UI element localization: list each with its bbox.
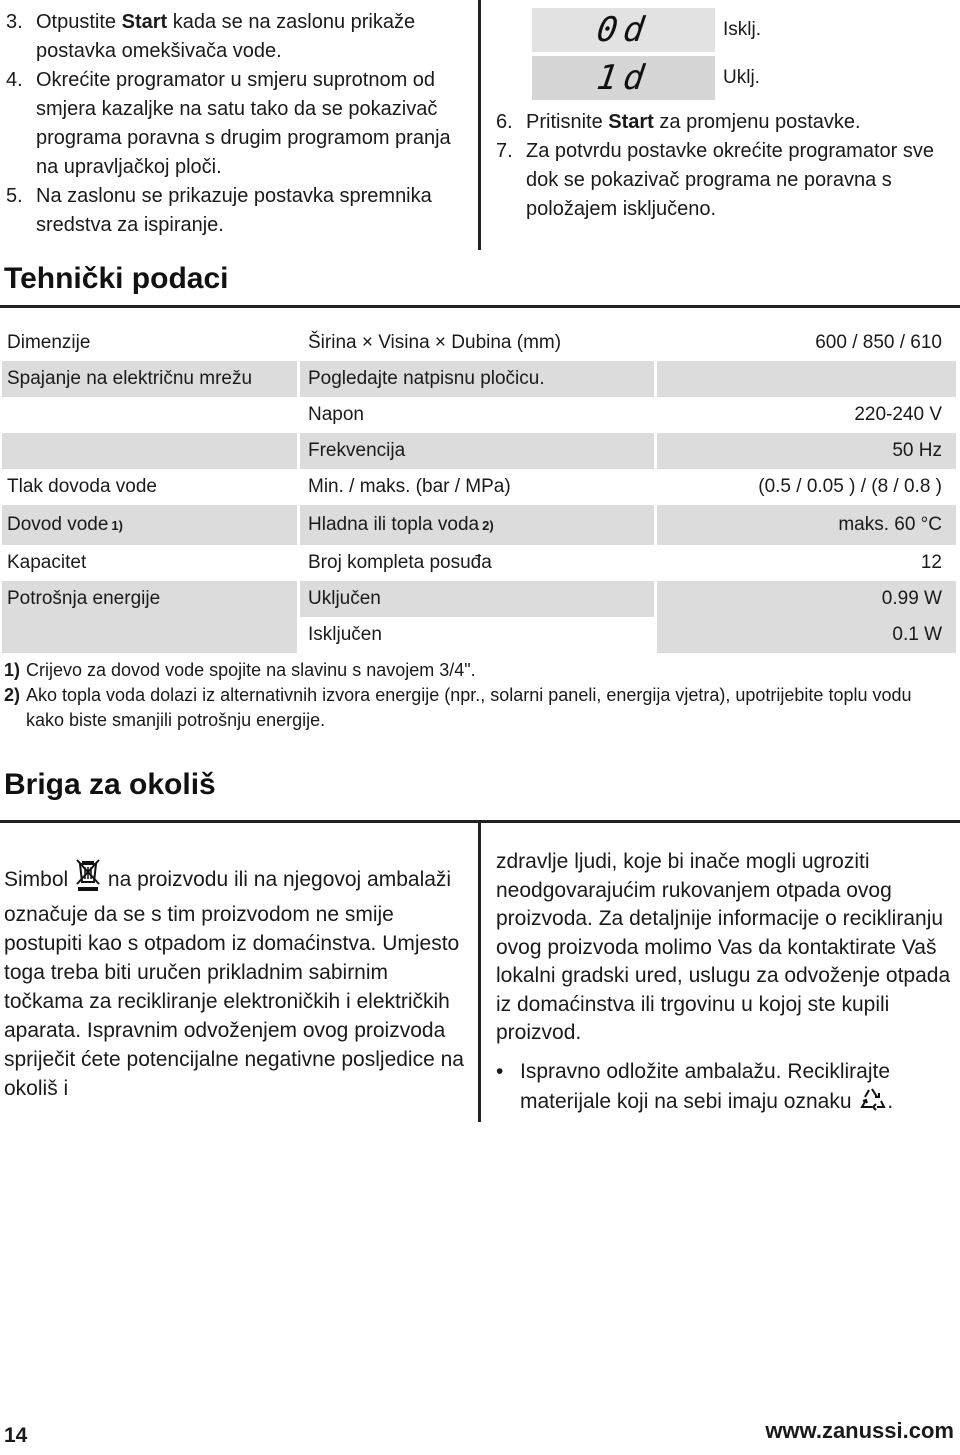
spec-desc: Frekvencija — [300, 433, 654, 469]
spec-label — [2, 397, 297, 433]
footnote-mark: 1) — [111, 517, 123, 533]
footnote-mark: 1) — [4, 660, 21, 680]
spec-row — [2, 617, 956, 653]
bullet-text — [520, 1058, 956, 1123]
step-4 — [6, 66, 466, 182]
spec-desc: Isključen — [308, 624, 382, 645]
spec-value: 0.1 W — [657, 617, 956, 653]
footnote — [4, 658, 954, 683]
spec-value: (0.5 / 0.05 ) / (8 / 0.8 ) — [657, 469, 956, 505]
page-number: 14 — [4, 1424, 28, 1447]
environment-text-right — [496, 848, 956, 1123]
spec-value: 50 Hz — [657, 433, 956, 469]
spec-value: 220-240 V — [657, 397, 956, 433]
step-text: Na zaslonu se prikazuje postavka spremnika sredstva za ispiranje. — [36, 185, 432, 236]
step-3 — [6, 8, 466, 66]
spec-row — [2, 433, 956, 469]
bullet-text-part: Ispravno odložite ambalažu. Reciklirajte materijale koji na sebi imaju oznaku — [520, 1059, 891, 1113]
step-number: 5. — [6, 185, 23, 207]
crossed-out-bin-icon — [74, 858, 102, 900]
spec-value: 600 / 850 / 610 — [657, 325, 956, 361]
env-text: Simbol — [4, 868, 69, 891]
display-cell — [532, 56, 715, 100]
step-7 — [496, 137, 956, 224]
step-text-bold: Start — [608, 111, 654, 133]
spec-desc: Napon — [300, 397, 654, 433]
footnote-mark: 2) — [4, 685, 21, 705]
display-readout: 0d — [594, 10, 653, 50]
spec-value: 0.99 W — [657, 581, 956, 617]
spec-label: Dimenzije — [2, 325, 297, 361]
spec-desc: Uključen — [300, 581, 654, 617]
display-row-on — [532, 56, 954, 100]
spec-row — [2, 469, 956, 505]
step-number: 4. — [6, 69, 23, 91]
spec-label: Tlak dovoda vode — [2, 469, 297, 505]
step-number: 7. — [496, 140, 513, 162]
section-title-environment: Briga za okoliš — [4, 768, 216, 801]
step-text — [36, 8, 466, 66]
bullet-mark: • — [496, 1059, 504, 1083]
spec-value: 12 — [657, 545, 956, 581]
display-label: Isklj. — [719, 8, 954, 52]
spec-value: maks. 60 °C — [657, 505, 956, 545]
spec-row — [2, 505, 956, 545]
steps-right — [496, 108, 956, 224]
display-readout: 1d — [594, 58, 653, 98]
spec-desc: Broj kompleta posuđa — [300, 545, 654, 581]
display-setting-table — [532, 8, 954, 104]
bullet-text-end: . — [887, 1090, 894, 1113]
step-number: 3. — [6, 11, 23, 33]
step-text-bold: Start — [121, 11, 168, 33]
step-5 — [6, 182, 466, 240]
section-rule — [0, 305, 960, 308]
website-url: www.zanussi.com — [765, 1418, 954, 1443]
footnote — [4, 683, 954, 733]
env-text: na proizvodu ili na njegovoj ambalaži označuje da se s tim proizvodom ne smije postupiti kao s otpadom iz domaćinstva. Umjesto toga treba biti uručen prikladnim sabirnim točkama za recikliranje elektroničkih i električkih aparata. Ispravnim odvoženjem ovog proizvoda spriječit ćete potencijalne negativne posljedice na okoliš i — [4, 868, 464, 1100]
step-6 — [496, 108, 956, 137]
column-divider — [478, 822, 481, 1122]
footnote-mark: 2) — [482, 517, 494, 533]
step-text-part: za promjenu postavke. — [653, 111, 861, 133]
env-bullet — [496, 1058, 956, 1123]
display-row-off — [532, 8, 954, 52]
spec-label: Kapacitet — [2, 545, 297, 581]
spec-desc-text: Hladna ili topla voda — [308, 514, 480, 535]
spec-desc: Min. / maks. (bar / MPa) — [300, 469, 654, 505]
spec-row — [2, 545, 956, 581]
footnotes — [4, 658, 954, 733]
step-text-part: Pritisnite — [526, 111, 609, 133]
recycle-icon — [857, 1086, 887, 1123]
env-paragraph: zdravlje ljudi, koje bi inače mogli ugroziti neodgovarajućim rukovanjem otpada ovog proizvoda. Za detaljnije informacije o recikliranju ovog proizvoda molimo Vas da kontaktirate Vaš lokalni gradski ured, uslugu za odvoženje otpada iz domaćinstva ili trgovinu u kojoj ste kupili proizvod. — [496, 850, 951, 1044]
spec-label-text: Dovod vode — [7, 514, 109, 535]
step-text-part: kada se na zaslonu prikaže postavka omekšivača vode. — [36, 11, 416, 62]
step-text-part: Otpustite — [36, 11, 122, 33]
step-number: 6. — [496, 111, 513, 133]
column-divider — [478, 0, 481, 250]
steps-left — [6, 8, 466, 240]
display-label: Uklj. — [719, 56, 954, 100]
footnote-text: Crijevo za dovod vode spojite na slavinu s navojem 3/4". — [26, 660, 476, 680]
spec-row — [2, 581, 956, 617]
display-cell — [532, 8, 715, 52]
step-text: Okrećite programator u smjeru suprotnom od smjera kazaljke na satu tako da se pokazivač programa poravna s drugim programom pranja na upravljačkoj ploči. — [36, 69, 451, 178]
spec-row — [2, 361, 956, 397]
spec-label — [2, 505, 297, 545]
step-text: Za potvrdu postavke okrećite programator sve dok se pokazivač programa ne poravna s položajem isključeno. — [526, 140, 934, 220]
spec-label — [2, 617, 297, 653]
spec-desc: Pogledajte natpisnu pločicu. — [300, 361, 654, 397]
spec-value — [657, 361, 956, 397]
environment-text-left — [4, 858, 470, 1103]
spec-table — [2, 325, 956, 653]
spec-label — [2, 433, 297, 469]
spec-row — [2, 397, 956, 433]
spec-desc: Širina × Visina × Dubina (mm) — [300, 325, 654, 361]
spec-label: Spajanje na električnu mrežu — [2, 361, 297, 397]
footnote-text: Ako topla voda dolazi iz alternativnih izvora energije (npr., solarni paneli, energija vjetra), upotrijebite toplu vodu kako biste smanjili potrošnju energije. — [26, 685, 912, 730]
step-text — [526, 108, 956, 137]
spec-row — [2, 325, 956, 361]
section-title-technical: Tehnički podaci — [4, 262, 229, 295]
spec-desc — [300, 505, 654, 545]
spec-label: Potrošnja energije — [2, 581, 297, 617]
